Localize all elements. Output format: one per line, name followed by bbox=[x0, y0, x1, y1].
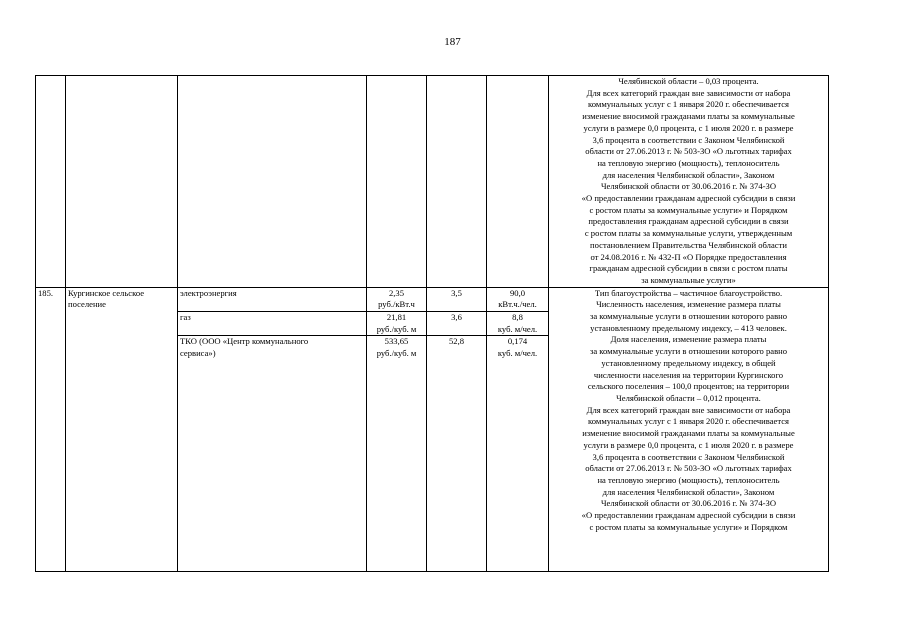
cell-empty bbox=[367, 76, 427, 288]
service-name-text: ТКО (ООО «Центр коммунального сервиса») bbox=[180, 336, 309, 359]
conditions-text-continuation bbox=[549, 76, 829, 288]
tariff-value: 2,35 bbox=[388, 287, 405, 298]
percent-value: 3,5 bbox=[427, 287, 487, 311]
text-line: за коммунальные услуги в отношении которого равно bbox=[589, 346, 788, 357]
table-row-electricity bbox=[36, 287, 829, 311]
text-line: с ростом платы за коммунальные услуги» и Порядком bbox=[589, 204, 788, 215]
text-line: Челябинской области – 0,012 процента. bbox=[616, 392, 761, 403]
norm-value: 90,0 bbox=[509, 287, 526, 298]
percent-value: 3,6 bbox=[427, 312, 487, 336]
tariff-table bbox=[35, 75, 829, 572]
percent-value: 52,8 bbox=[427, 336, 487, 572]
text-line: постановлением Правительства Челябинской области bbox=[590, 239, 787, 250]
text-line: «О предоставлении гражданам адресной субсидии в связи bbox=[581, 193, 796, 204]
cell-empty bbox=[427, 76, 487, 288]
settlement-name: Кургинское сельское поселение bbox=[66, 287, 178, 572]
text-line: коммунальных услуг с 1 января 2020 г. обеспечивается bbox=[588, 99, 789, 110]
text-line: услуги в размере 0,0 процента, с 1 июля 2020 г. в размере bbox=[583, 439, 794, 450]
service-name: газ bbox=[178, 312, 367, 336]
text-line: «О предоставлении гражданам адресной субсидии в связи bbox=[581, 510, 796, 521]
text-line: гражданам адресной субсидии в связи с ростом платы bbox=[589, 263, 788, 274]
text-line: с ростом платы за коммунальные услуги» и Порядком bbox=[589, 521, 788, 532]
text-line: предоставления гражданам адресной субсидии в связи bbox=[588, 216, 789, 227]
norm-value: 0,174 bbox=[507, 336, 528, 347]
page-number: 187 bbox=[444, 36, 461, 48]
text-line: изменение вносимой гражданами платы за коммунальные bbox=[582, 428, 795, 439]
cell-empty bbox=[178, 76, 367, 288]
tariff-cell bbox=[367, 287, 427, 311]
text-line: за коммунальные услуги» bbox=[641, 274, 736, 285]
norm-cell bbox=[487, 312, 549, 336]
text-line: услуги в размере 0,0 процента, с 1 июля 2020 г. в размере bbox=[583, 122, 794, 133]
text-line: Численность населения, изменение размера платы bbox=[596, 299, 781, 310]
text-line: Челябинской области от 30.06.2016 г. № 374-ЗО bbox=[600, 181, 777, 192]
text-line: Доля населения, изменение размера платы bbox=[610, 334, 767, 345]
text-line: Челябинской области – 0,03 процента. bbox=[618, 76, 759, 86]
table-row-continuation bbox=[36, 76, 829, 288]
service-name bbox=[178, 336, 367, 572]
norm-cell bbox=[487, 287, 549, 311]
service-name: электроэнергия bbox=[178, 287, 367, 311]
text-line: 3,6 процента в соответствии с Законом Челябинской bbox=[592, 451, 785, 462]
conditions-text bbox=[549, 287, 829, 572]
cell-empty bbox=[66, 76, 178, 288]
text-line: на тепловую энергию (мощность), теплоноситель bbox=[597, 474, 780, 485]
tariff-value: 21,81 bbox=[386, 312, 407, 323]
norm-unit: куб. м/чел. bbox=[497, 323, 538, 334]
text-line: на тепловую энергию (мощность), теплоноситель bbox=[597, 157, 780, 168]
norm-unit: куб. м/чел. bbox=[497, 348, 538, 359]
norm-unit: кВт.ч./чел. bbox=[498, 299, 537, 310]
text-line: Для всех категорий граждан вне зависимости от набора bbox=[586, 87, 791, 98]
text-line: установленному предельному индексу, – 413 человек. bbox=[590, 322, 787, 333]
norm-cell bbox=[487, 336, 549, 572]
text-line: Тип благоустройства – частичное благоустройство. bbox=[594, 287, 783, 298]
text-line: за коммунальные услуги в отношении которого равно bbox=[589, 311, 788, 322]
tariff-cell bbox=[367, 312, 427, 336]
text-line: коммунальных услуг с 1 января 2020 г. обеспечивается bbox=[588, 416, 789, 427]
norm-value: 8,8 bbox=[512, 312, 523, 323]
cell-empty bbox=[36, 76, 66, 288]
text-line: изменение вносимой гражданами платы за коммунальные bbox=[582, 111, 795, 122]
text-line: для населения Челябинской области», Законом bbox=[602, 169, 775, 180]
text-line: для населения Челябинской области», Законом bbox=[602, 486, 775, 497]
tariff-cell bbox=[367, 336, 427, 572]
row-number: 185. bbox=[36, 287, 66, 572]
text-line: 3,6 процента в соответствии с Законом Челябинской bbox=[592, 134, 785, 145]
tariff-value: 533,65 bbox=[384, 336, 409, 347]
text-line: численности населения на территории Кургинского bbox=[593, 369, 784, 380]
cell-empty bbox=[487, 76, 549, 288]
text-line: Для всех категорий граждан вне зависимости от набора bbox=[586, 404, 791, 415]
text-line: от 24.08.2016 г. № 432-П «О Порядке предоставления bbox=[590, 251, 787, 262]
text-line: сельского поселения – 100,0 процентов; на территории bbox=[587, 381, 790, 392]
text-line: с ростом платы за коммунальные услуги, утвержденным bbox=[584, 228, 793, 239]
tariff-unit: руб./кВт.ч bbox=[378, 299, 415, 310]
text-line: Челябинской области от 30.06.2016 г. № 374-ЗО bbox=[600, 498, 777, 509]
tariff-unit: руб./куб. м bbox=[376, 348, 417, 359]
text-line: установленному предельному индексу, в общей bbox=[601, 357, 776, 368]
text-line: области от 27.06.2013 г. № 503-ЗО «О льготных тарифах bbox=[585, 146, 792, 157]
tariff-unit: руб./куб. м bbox=[376, 323, 417, 334]
text-line: области от 27.06.2013 г. № 503-ЗО «О льготных тарифах bbox=[585, 463, 792, 474]
